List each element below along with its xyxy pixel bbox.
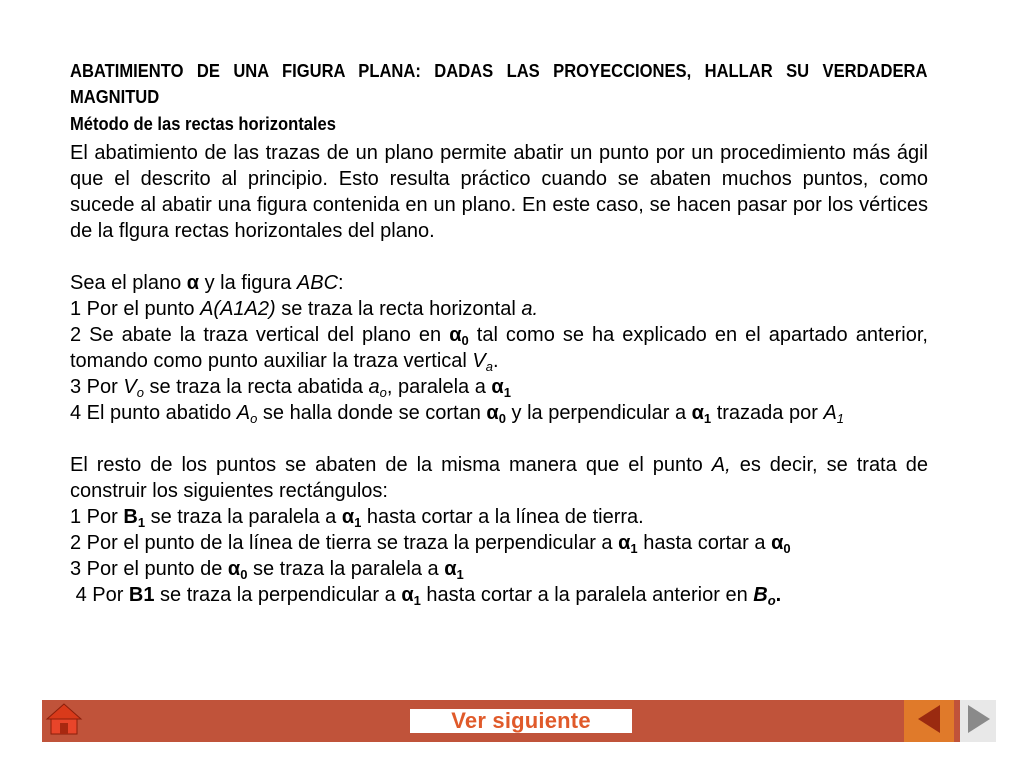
symbol-text: α [444,558,457,580]
trace-name [472,350,493,372]
subscript: o [136,385,144,400]
alpha-symbol [771,532,791,554]
subscript: a [485,359,493,374]
subscript: 1 [354,515,362,530]
symbol-text: B [123,506,138,528]
subscript: 0 [783,541,791,556]
text-fragment: 4 Por [70,584,129,606]
text-fragment: 2 Se abate la traza vertical del plano en [70,324,450,346]
subscript: o [767,593,776,608]
text-fragment: se halla donde se cortan [257,402,487,424]
line-name [369,376,387,398]
text-fragment: 2 Por el punto de la línea de tierra se traza la perpendicular a [70,532,619,554]
step-3 [70,374,928,400]
text-fragment: 4 El punto abatido [70,402,237,424]
alpha-symbol [342,506,362,528]
text-fragment: Sea el plano [70,272,187,294]
text-fragment: trazada por [711,402,824,424]
point-name [753,584,775,606]
next-slide-link[interactable] [410,709,632,733]
alpha-symbol [228,558,248,580]
symbol-text: A [236,402,251,424]
symbol-text: α [491,376,504,398]
alpha-symbol: α [186,272,200,294]
rest-intro [70,452,928,504]
alpha-symbol [401,584,421,606]
trace-name [123,376,144,398]
next-slide-label: Ver siguiente [451,708,591,733]
text-fragment: 3 Por [70,376,124,398]
symbol-text: α [771,532,784,554]
text-fragment: hasta cortar a la línea de tierra. [361,506,644,528]
subscript: 1 [703,411,712,426]
previous-button[interactable] [904,700,954,742]
point-name: A, [711,454,731,476]
step-2 [70,322,928,374]
text-fragment: . [493,350,499,372]
home-icon [45,702,83,741]
line-name: a. [521,298,539,320]
alpha-symbol [449,324,469,346]
subscript: 1 [413,593,421,608]
subscript: 1 [503,385,511,400]
subscript: 1 [137,515,146,530]
text-fragment: y la perpendicular a [505,402,692,424]
text-fragment: El resto de los puntos se abaten de la misma manera que el punto [70,454,712,476]
text-fragment: 3 Por el punto de [70,558,228,580]
text-fragment: se traza la paralela a [247,558,445,580]
text-fragment: hasta cortar a la paralela anterior en [420,584,754,606]
subscript: 1 [456,567,464,582]
text-fragment: 1 Por [70,506,124,528]
figure-name: ABC [296,272,339,294]
subscript: 1 [630,541,638,556]
alpha-symbol [491,376,511,398]
triangle-left-icon [914,703,944,740]
symbol-text: V [472,350,486,372]
text-fragment: se traza la paralela a [145,506,342,528]
step-0 [70,270,928,296]
symbol-text: α [449,324,462,346]
subscript: 0 [498,411,506,426]
point-name [823,402,844,424]
symbol-text: α [341,506,355,528]
content-body [70,140,928,608]
intro-paragraph: El abatimiento de las trazas de un plano permite abatir un punto por un procedimiento más ágil que el descrito al principio. Esto resulta práctico cuando se abaten muchos puntos, como sucede al abatir una figura contenida en un plano. En este caso, se hacen pasar por los vértices de la flgura rectas horizontales del plano. [70,142,928,242]
subscript: 0 [461,333,469,348]
text-fragment: : [338,272,344,294]
subscript: o [379,385,387,400]
alpha-symbol [692,402,712,424]
subscript: 1 [836,411,845,426]
rect-step-3 [70,556,928,582]
paragraph-gap [70,244,928,270]
triangle-right-icon [964,703,992,740]
symbol-text: α [618,532,631,554]
rect-step-4 [70,582,928,608]
step-4 [70,400,928,426]
text-fragment: 1 Por el punto [70,298,201,320]
point-name: A(A1A2) [200,298,276,320]
text-fragment: se traza la perpendicular a [154,584,402,606]
symbol-text: α [401,584,414,606]
alpha-symbol [486,402,506,424]
point-name [237,402,258,424]
text-fragment: , paralela a [386,376,492,398]
point-name [123,506,145,528]
rect-step-1 [70,504,928,530]
alpha-symbol [444,558,464,580]
page-subtitle: Método de las rectas horizontales [70,114,336,134]
text-fragment: se traza la recta horizontal [275,298,522,320]
symbol-text: α [486,402,499,424]
text-fragment: . [775,584,782,606]
text-fragment: hasta cortar a [637,532,772,554]
symbol-text: α [691,402,704,424]
subscript: 0 [240,567,248,582]
rect-step-2 [70,530,928,556]
subscript: o [250,411,258,426]
symbol-text: B [753,584,768,606]
home-button[interactable] [42,700,86,742]
symbol-text: a [368,376,380,398]
alpha-symbol [618,532,638,554]
paragraph-gap [70,426,928,452]
symbol-text: V [123,376,137,398]
symbol-text: A [823,402,837,424]
page-title: ABATIMIENTO DE UNA FIGURA PLANA: DADAS LAS PROYECCIONES, HALLAR SU VERDADERA MAGNITUD [70,61,928,107]
symbol-text: α [227,558,241,580]
step-1 [70,296,928,322]
point-name: B1 [128,584,155,606]
text-fragment: y la figura [199,272,297,294]
text-fragment: tal como se ha explicado en el apartado anterior, tomando como punto auxiliar la traza vertical [70,324,928,372]
next-button[interactable] [960,700,996,742]
text-fragment: es decir, se trata de construir los siguientes rectángulos: [70,454,928,502]
text-fragment: se traza la recta abatida [143,376,369,398]
